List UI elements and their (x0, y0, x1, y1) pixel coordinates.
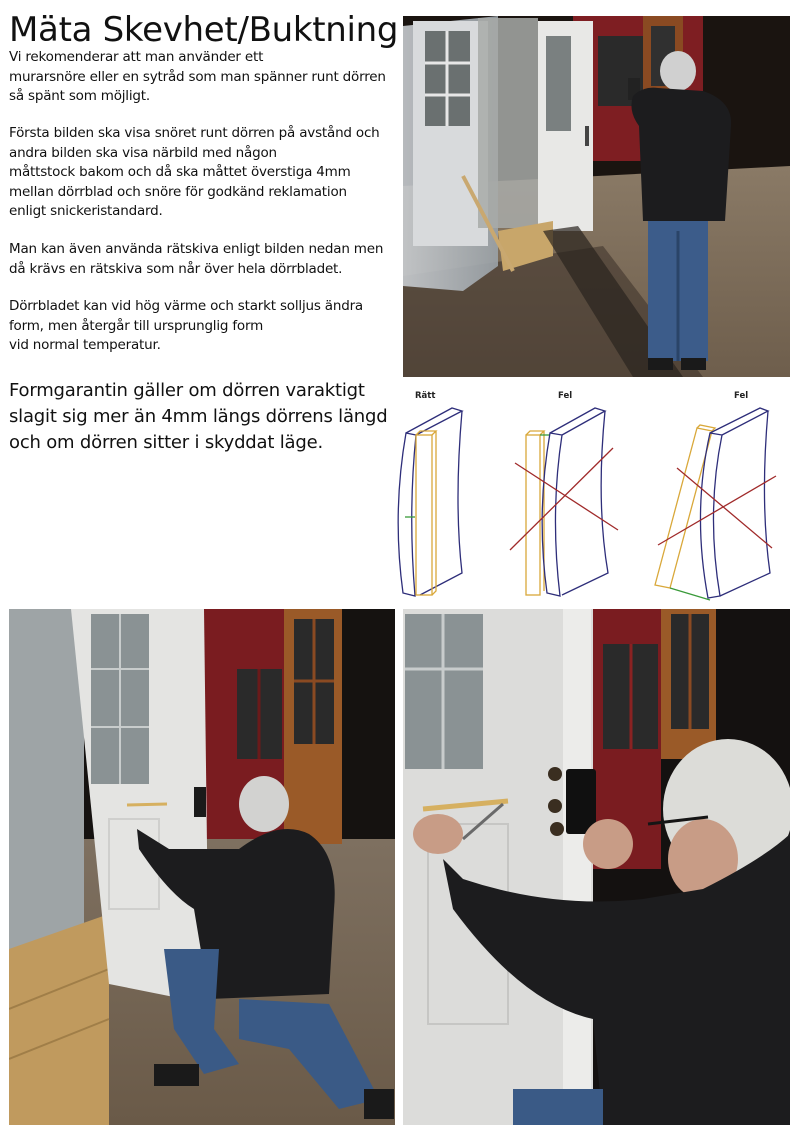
diagram-label-correct: Rätt (415, 391, 436, 401)
diagram-label-wrong-1: Fel (558, 391, 573, 401)
diagram-panel-correct (398, 391, 462, 596)
text-line: murarsnöre eller en sytråd som man spänner runt dörren (9, 68, 386, 85)
warranty-statement (9, 378, 387, 456)
photo-man-photographing-door (403, 16, 790, 377)
photo-instructions-paragraph (9, 124, 380, 222)
text-line: Formgarantin gäller om dörren varaktigt (9, 380, 365, 401)
text-line: vid normal temperatur. (9, 337, 161, 353)
straightedge-paragraph (9, 240, 383, 279)
text-line: andra bilden ska visa närbild med någon (9, 144, 277, 161)
photo-kneeling-measuring (9, 609, 395, 1125)
text-line: måttstock bakom och då ska måttet överstiga 4mm (9, 164, 351, 180)
photo-closeup-measuring (403, 609, 790, 1125)
diagram-label-wrong-2: Fel (734, 391, 749, 401)
text-line: Dörrbladet kan vid hög värme och starkt solljus ändra (9, 298, 363, 314)
heat-note-paragraph (9, 297, 363, 356)
text-line: slagit sig mer än 4mm längs dörrens längd (9, 406, 388, 427)
text-line: så spänt som möjligt. (9, 88, 150, 104)
text-line: enligt snickeristandard. (9, 203, 163, 219)
text-line: mellan dörrblad och snöre för godkänd reklamation (9, 183, 347, 200)
text-line: Vi rekomenderar att man använder ett (9, 49, 264, 65)
straightedge-diagram (390, 383, 800, 603)
page-title: Mäta Skevhet/Buktning (9, 10, 399, 50)
text-line: Man kan även använda rätskiva enligt bilden nedan men (9, 241, 384, 257)
text-line: form, men återgår till ursprunglig form (9, 317, 264, 334)
diagram-panel-wrong-1 (510, 391, 618, 596)
text-line: då krävs en rätskiva som når över hela dörrbladet. (9, 260, 343, 277)
text-line: och om dörren sitter i skyddat läge. (9, 432, 323, 453)
diagram-panel-wrong-2 (655, 391, 776, 600)
intro-paragraph (9, 48, 386, 107)
text-line: Första bilden ska visa snöret runt dörren på avstånd och (9, 125, 380, 141)
